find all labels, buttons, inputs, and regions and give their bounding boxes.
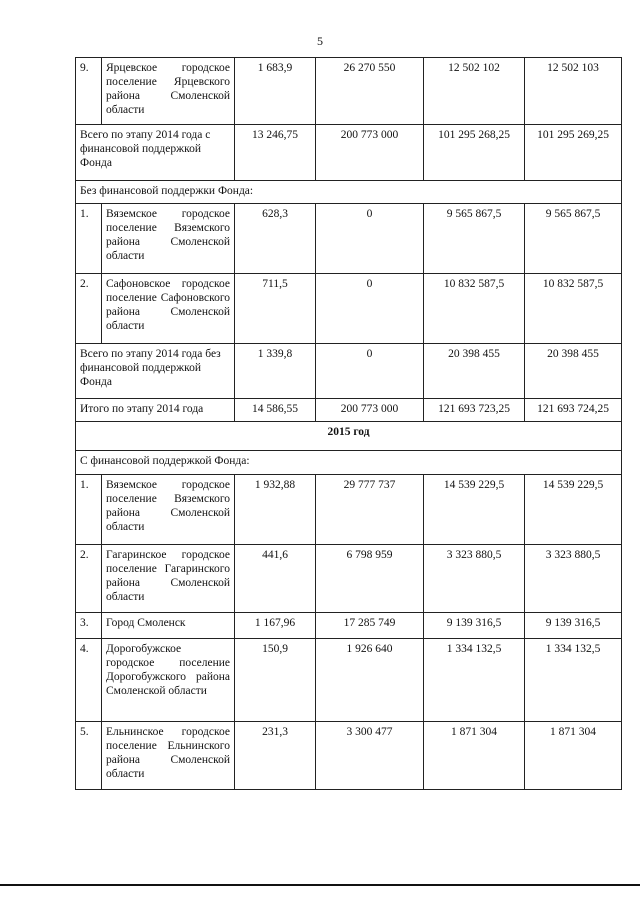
table-row [76,274,622,344]
table-row [76,475,622,545]
row-number: 9. [76,58,102,125]
municipality-name: Гагаринское городское поселение Гагаринского района Смоленской области [102,545,235,613]
regional-amount-cell: 10 832 587,5 [424,274,525,344]
municipality-name: Ельнинское городское поселение Ельнинского района Смоленской области [102,722,235,790]
table-row [76,722,622,790]
bottom-rule [0,884,640,886]
row-number: 3. [76,613,102,639]
table-row [76,204,622,274]
fund-amount-cell: 0 [316,344,424,399]
fund-amount-cell: 200 773 000 [316,125,424,181]
local-amount-cell: 121 693 724,25 [525,399,622,422]
area-cell: 1 932,88 [235,475,316,545]
area-cell: 1 683,9 [235,58,316,125]
regional-amount-cell: 121 693 723,25 [424,399,525,422]
table-row [76,545,622,613]
row-number: 5. [76,722,102,790]
total-row [76,399,622,422]
municipality-name: Сафоновское городское поселение Сафоновского района Смоленской области [102,274,235,344]
total-label: Итого по этапу 2014 года [76,399,235,422]
section-heading: Без финансовой поддержки Фонда: [76,181,622,204]
area-cell: 150,9 [235,639,316,722]
area-cell: 1 167,96 [235,613,316,639]
municipality-name: Ярцевское городское поселение Ярцевского района Смоленской области [102,58,235,125]
table-row [76,613,622,639]
fund-amount-cell: 200 773 000 [316,399,424,422]
section-heading: С финансовой поддержкой Фонда: [76,451,622,475]
section-row [76,181,622,204]
fund-amount-cell: 0 [316,274,424,344]
local-amount-cell: 10 832 587,5 [525,274,622,344]
local-amount-cell: 20 398 455 [525,344,622,399]
local-amount-cell: 1 334 132,5 [525,639,622,722]
subtotal-row [76,125,622,181]
subtotal-row [76,344,622,399]
fund-amount-cell: 1 926 640 [316,639,424,722]
table-row [76,639,622,722]
area-cell: 441,6 [235,545,316,613]
fund-amount-cell: 29 777 737 [316,475,424,545]
row-number: 1. [76,475,102,545]
subtotal-label: Всего по этапу 2014 года без финансовой поддержкой Фонда [76,344,235,399]
fund-amount-cell: 17 285 749 [316,613,424,639]
municipality-name: Город Смоленск [102,613,235,639]
section-row [76,451,622,475]
area-cell: 628,3 [235,204,316,274]
local-amount-cell: 12 502 103 [525,58,622,125]
area-cell: 13 246,75 [235,125,316,181]
regional-amount-cell: 3 323 880,5 [424,545,525,613]
municipality-name: Дорогобужское городское поселение Дорогобужского района Смоленской области [102,639,235,722]
year-heading: 2015 год [76,422,622,451]
local-amount-cell: 9 139 316,5 [525,613,622,639]
fund-amount-cell: 3 300 477 [316,722,424,790]
row-number: 4. [76,639,102,722]
local-amount-cell: 3 323 880,5 [525,545,622,613]
area-cell: 231,3 [235,722,316,790]
area-cell: 711,5 [235,274,316,344]
area-cell: 1 339,8 [235,344,316,399]
municipality-name: Вяземское городское поселение Вяземского района Смоленской области [102,475,235,545]
page-number: 5 [317,34,323,48]
row-number: 1. [76,204,102,274]
regional-amount-cell: 20 398 455 [424,344,525,399]
local-amount-cell: 101 295 269,25 [525,125,622,181]
local-amount-cell: 14 539 229,5 [525,475,622,545]
resettlement-table [75,57,622,790]
row-number: 2. [76,545,102,613]
regional-amount-cell: 9 565 867,5 [424,204,525,274]
fund-amount-cell: 26 270 550 [316,58,424,125]
regional-amount-cell: 12 502 102 [424,58,525,125]
fund-amount-cell: 0 [316,204,424,274]
municipality-name: Вяземское городское поселение Вяземского района Смоленской области [102,204,235,274]
regional-amount-cell: 101 295 268,25 [424,125,525,181]
table-row [76,58,622,125]
year-row [76,422,622,451]
local-amount-cell: 1 871 304 [525,722,622,790]
regional-amount-cell: 14 539 229,5 [424,475,525,545]
subtotal-label: Всего по этапу 2014 года с финансовой поддержкой Фонда [76,125,235,181]
regional-amount-cell: 9 139 316,5 [424,613,525,639]
regional-amount-cell: 1 871 304 [424,722,525,790]
row-number: 2. [76,274,102,344]
area-cell: 14 586,55 [235,399,316,422]
regional-amount-cell: 1 334 132,5 [424,639,525,722]
local-amount-cell: 9 565 867,5 [525,204,622,274]
fund-amount-cell: 6 798 959 [316,545,424,613]
